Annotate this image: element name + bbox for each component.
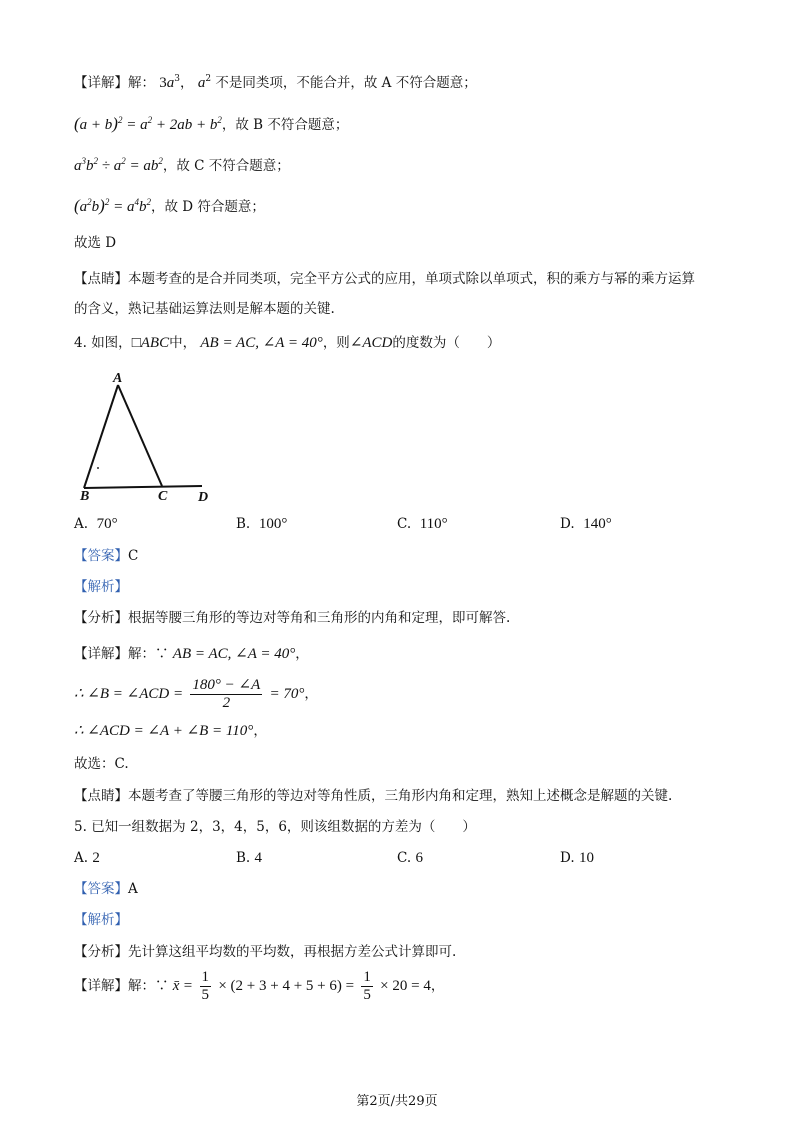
q4-analysis: 【分析】根据等腰三角形的等边对等角和三角形的内角和定理，即可解答. (74, 610, 511, 626)
segment-ab (84, 385, 118, 488)
vertex-label-c: C (158, 489, 168, 504)
question-number: 5. (74, 819, 87, 835)
q5-option-d: D. 10 (560, 850, 594, 866)
q4-option-b: B. 100° (236, 516, 288, 532)
q4-choose: 故选：C. (74, 756, 129, 772)
question-number: 4. (74, 335, 87, 351)
q3-detail-line2: $(a + b)^2 = a^2 + 2ab + b^2$，故 B 不符合题意； (74, 114, 349, 133)
vertex-label-a: A (113, 371, 123, 386)
page-footer: 第2页/共29页 (356, 1094, 438, 1109)
q5-analysis-tag: 【解析】 (74, 912, 128, 928)
vertex-label-b: B (80, 489, 90, 504)
q4-stem: 4. 如图，□ABC中， AB = AC, ∠A = 40°，则∠ACD的度数为（ ） (74, 335, 501, 351)
q5-option-b: B. 4 (236, 850, 263, 866)
q3-detail-line3: $a^3b^2 \div a^2 = ab^2$，故 C 不符合题意； (74, 156, 290, 174)
q4-option-a: A. 70° (74, 516, 118, 532)
q4-answer: 【答案】C (74, 548, 139, 564)
q5-detail: 【详解】解：∵ x̄ = $\frac{1}{5}$ × (2 + 3 + 4 + 5 + 6) = $\frac{1}{5}$ × 20 = 4， (74, 969, 445, 1003)
fraction: $\frac{1}{5}$ (201, 969, 210, 1003)
q3-comment-line2: 的含义，熟记基础运算法则是解本题的关键. (74, 301, 335, 317)
q4-comment: 【点睛】本题考查了等腰三角形的等边对等角性质，三角形内角和定理，熟知上述概念是解题的关键. (74, 788, 673, 804)
q4-detail: 【详解】解：∵ AB = AC, ∠A = 40°， (74, 646, 309, 662)
q3-choose: 故选 D (74, 235, 117, 251)
q3-detail-line4: $(a^2b)^2 = a^4b^2$，故 D 符合题意； (74, 196, 265, 215)
q3-comment-line1: 【点睛】本题考查的是合并同类项，完全平方公式的应用，单项式除以单项式，积的乘方与幂的乘方运算 (74, 271, 695, 287)
q4-step1: ∴ ∠B = ∠ACD = $\frac{180^\circ - \angle A}{2}$ = 70°， (74, 677, 318, 711)
segment-bd (84, 486, 202, 488)
q5-option-c: C. 6 (397, 850, 423, 866)
q4-analysis-tag: 【解析】 (74, 579, 128, 595)
q5-stem: 5. 已知一组数据为 2，3，4，5，6，则该组数据的方差为（ ） (74, 819, 476, 835)
answer-tag: 【答案】 (74, 881, 128, 897)
triangle-figure (74, 368, 224, 508)
fraction: $\frac{180^\circ - \angle A}{2}$ (192, 677, 261, 711)
fraction: $\frac{1}{5}$ (363, 969, 371, 1003)
q4-option-c: C. 110° (397, 516, 448, 532)
comment-tag: 【点睛】 (74, 271, 128, 287)
point-label-d: D (198, 490, 209, 505)
segment-ac (118, 385, 162, 486)
q4-step2: ∴ ∠ACD = ∠A + ∠B = 110°， (74, 723, 267, 739)
q5-analysis: 【分析】先计算这组平均数的平均数，再根据方差公式计算即可. (74, 944, 457, 960)
q4-option-d: D. 140° (560, 516, 612, 532)
detail-tag: 【详解】 (74, 75, 128, 91)
dot-mark (97, 467, 99, 469)
answer-tag: 【答案】 (74, 548, 128, 564)
q5-option-a: A. 2 (74, 850, 100, 866)
q3-detail-line1: 【详解】解： $3a^3$， $a^2$ 不是同类项，不能合并，故 A 不符合题意； (74, 74, 477, 91)
q5-answer: 【答案】A (74, 881, 138, 897)
